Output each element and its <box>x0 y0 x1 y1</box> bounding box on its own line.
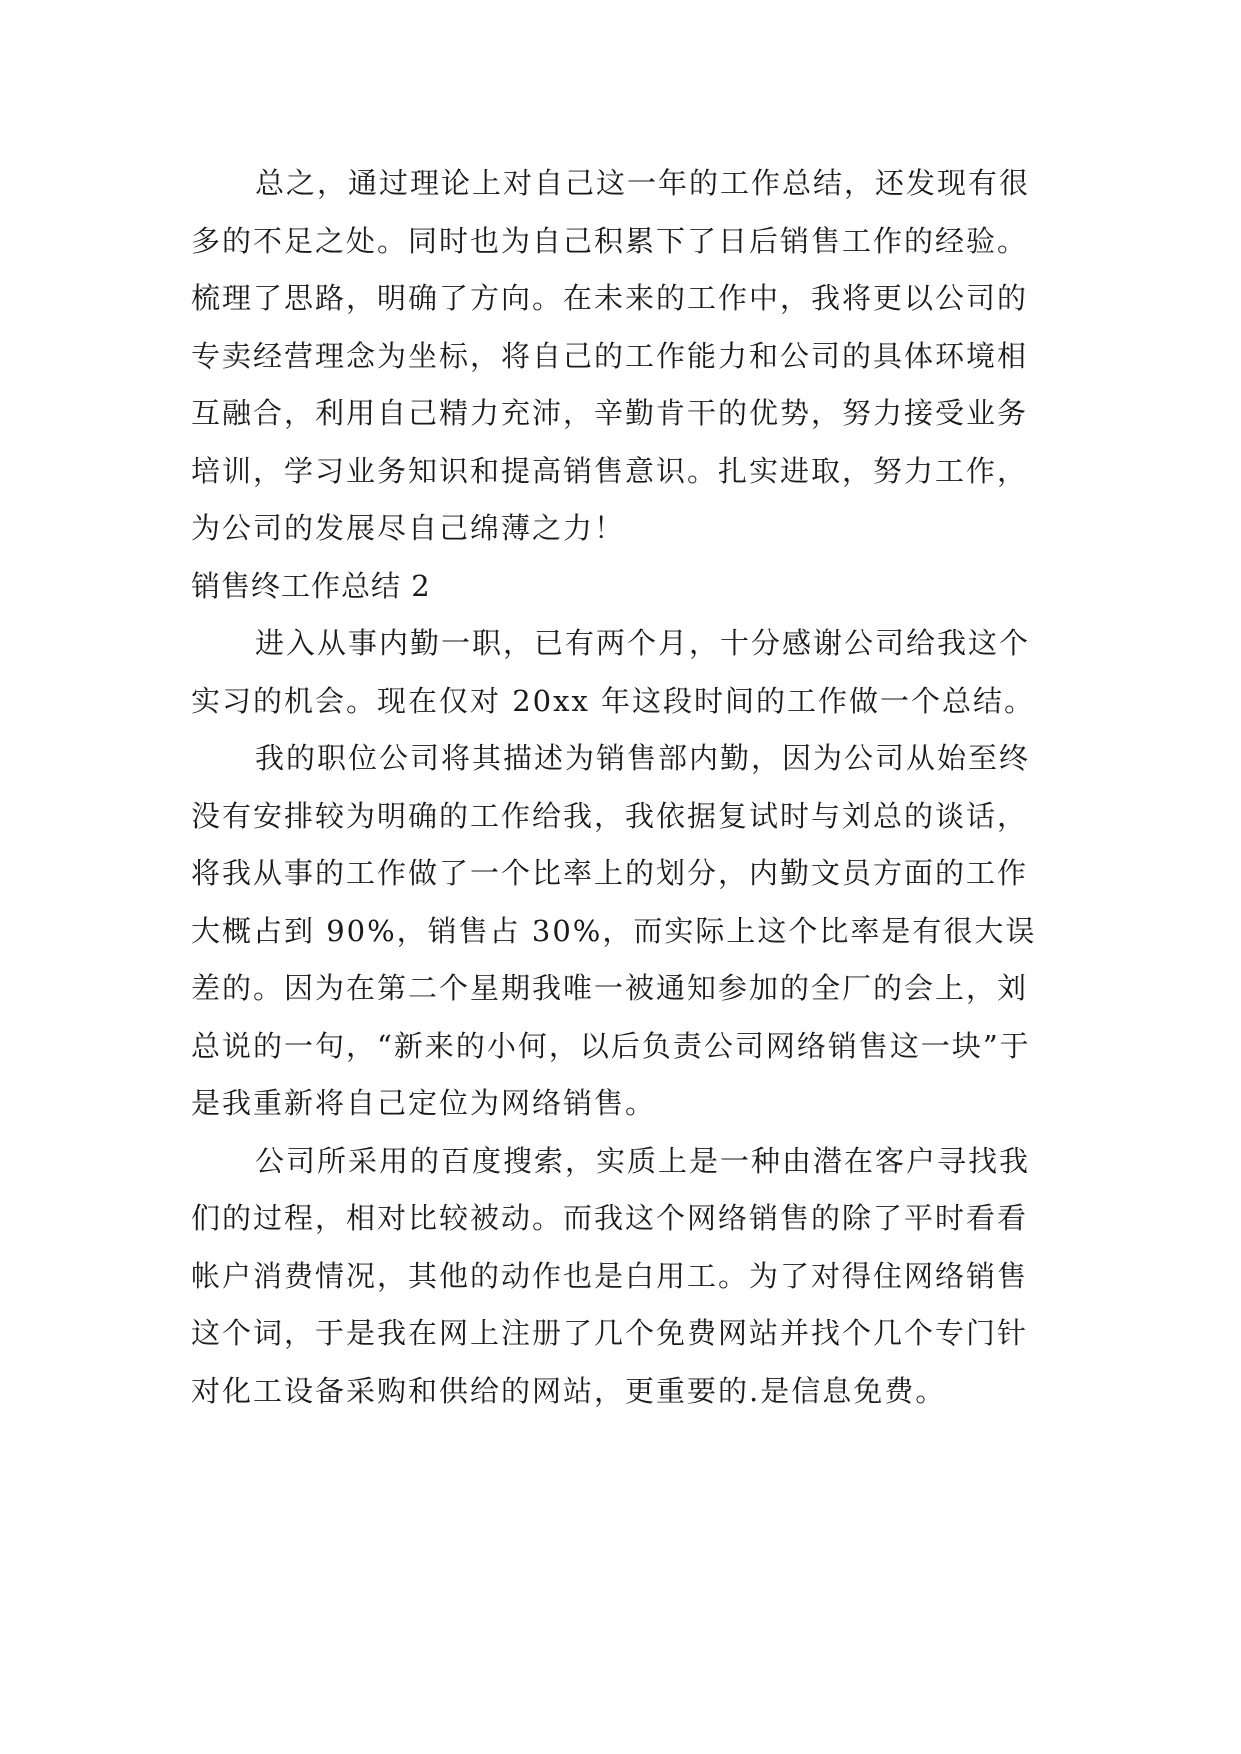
paragraph-summary-conclusion: 总之，通过理论上对自己这一年的工作总结，还发现有很多的不足之处。同时也为自己积累下了日后销售工作的经验。梳理了思路，明确了方向。在未来的工作中，我将更以公司的专卖经营理念为坐标，将自己的工作能力和公司的具体环境相互融合，利用自己精力充沛，辛勤肯干的优势，努力接受业务培训，学习业务知识和提高销售意识。扎实进取，努力工作，为公司的发展尽自己绵薄之力！ <box>191 166 1031 545</box>
paragraph-online-sales: 公司所采用的百度搜索，实质上是一种由潜在客户寻找我们的过程，相对比较被动。而我这个网络销售的除了平时看看帐户消费情况，其他的动作也是白用工。为了对得住网络销售这个词，于是我在网上注册了几个免费网站并找个几个专门针对化工设备采购和供给的网站，更重要的.是信息免费。 <box>191 1143 1031 1408</box>
document-body <box>191 155 1051 1420</box>
section-heading: 销售终工作总结 2 <box>191 568 431 603</box>
paragraph-intro: 进入从事内勤一职，已有两个月，十分感谢公司给我这个实习的机会。现在仅对 20xx 年这段时间的工作做一个总结。 <box>191 626 1036 718</box>
paragraph-position: 我的职位公司将其描述为销售部内勤，因为公司从始至终没有安排较为明确的工作给我，我依据复试时与刘总的谈话，将我从事的工作做了一个比率上的划分，内勤文员方面的工作大概占到 90%，销售占 30%，而实际上这个比率是有很大误差的。因为在第二个星期我唯一被通知参加的全厂的会上，刘总说的一句，“新来的小何，以后负责公司网络销售这一块”于是我重新将自己定位为网络销售。 <box>191 741 1037 1120</box>
